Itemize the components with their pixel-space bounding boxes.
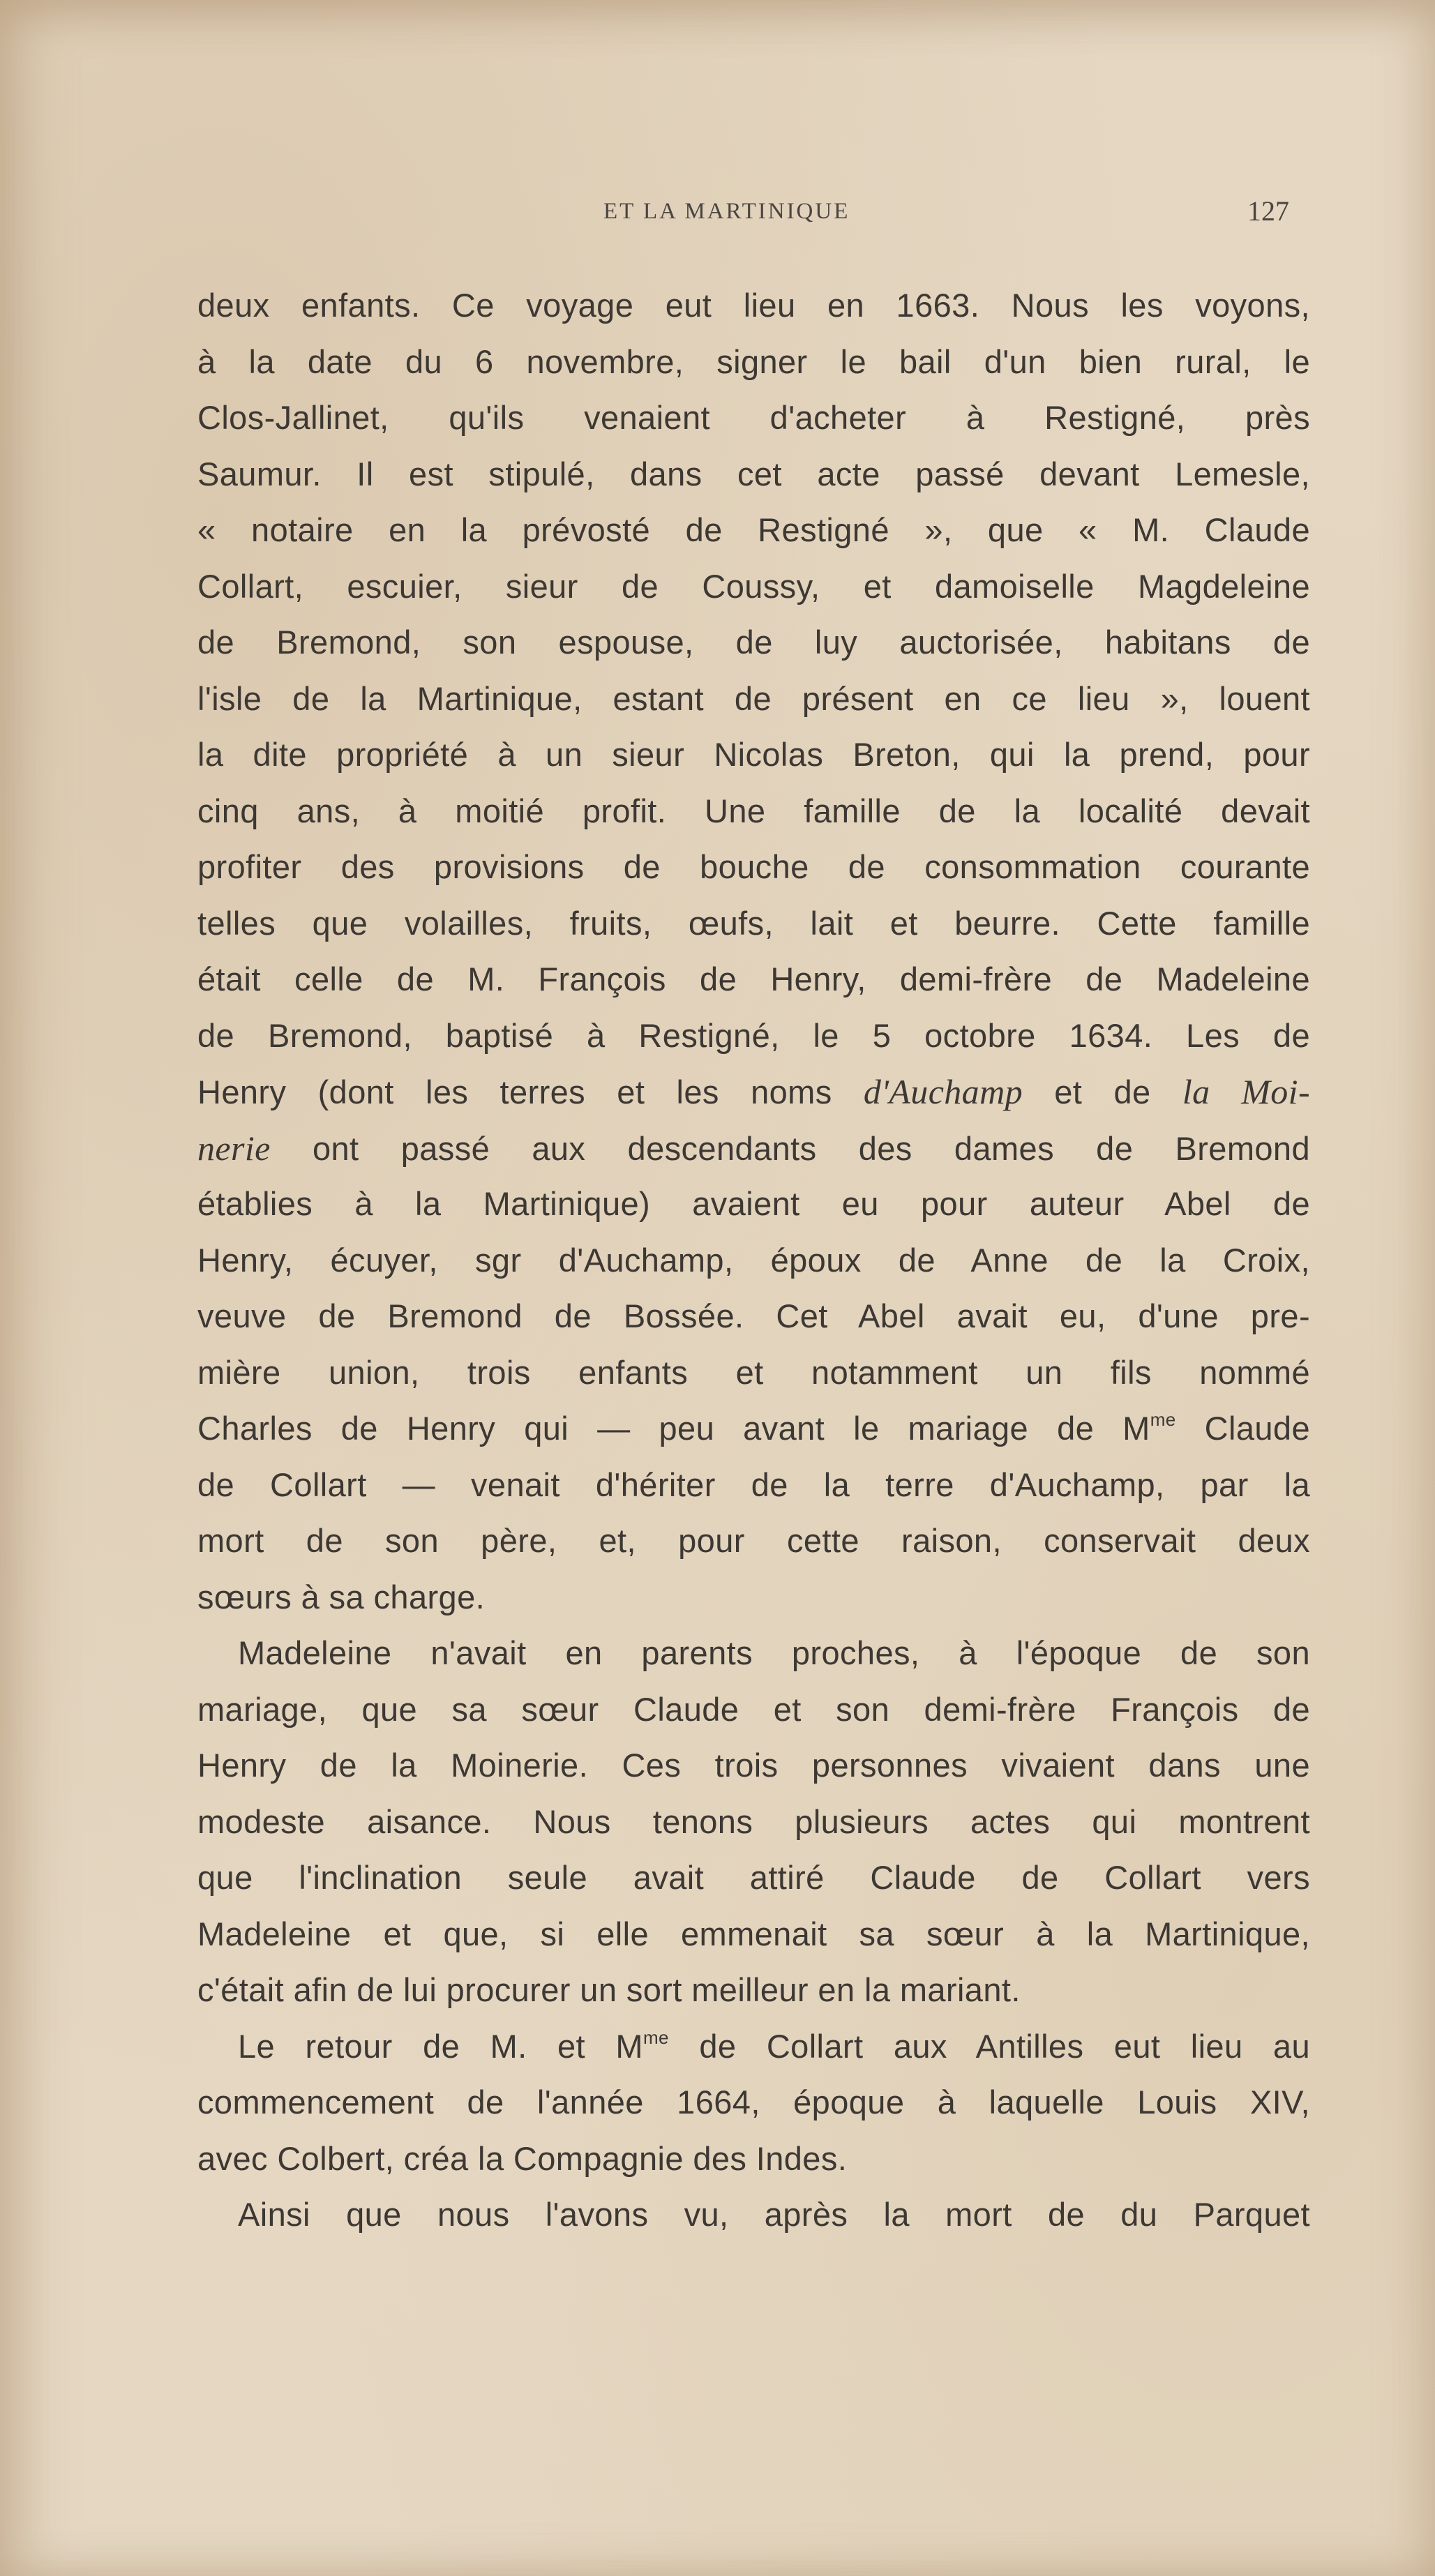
italic-place-name: d'Auchamp [863,1072,1023,1111]
text-line: Henry, écuyer, sgr d'Auchamp, époux de Anne de la Croix, [197,1241,1310,1279]
text-segment: Le retour de M. et M [238,2027,643,2065]
text-line: de Bremond, son espouse, de luy auctorisée, habitans de [197,624,1310,661]
text-segment: de Collart aux Antilles eut lieu au [668,2027,1310,2065]
superscript: me [1150,1409,1176,1430]
text-line: deux enfants. Ce voyage eut lieu en 1663. Nous les voyons, [197,287,1310,324]
text-line: Ainsi que nous l'avons vu, après la mort de du Parquet [238,2196,1310,2233]
page-number: 127 [1247,195,1289,227]
text-line: cinq ans, à moitié profit. Une famille de la localité devait [197,792,1310,829]
text-line: l'isle de la Martinique, estant de présent en ce lieu », louent [197,679,1310,717]
text-line: Saumur. Il est stipulé, dans cet acte passé devant Lemesle, [197,455,1310,492]
text-segment: ont passé aux descendants des dames de Bremond [270,1129,1310,1167]
text-line: Henry de la Moinerie. Ces trois personnes vivaient dans une [197,1747,1310,1784]
text-line: commencement de l'année 1664, époque à laquelle Louis XIV, [197,2084,1310,2121]
text-line: profiter des provisions de bouche de consommation courante [197,848,1310,885]
text-line: de Collart — venait d'hériter de la terre d'Auchamp, par la [197,1466,1310,1503]
text-line: mière union, trois enfants et notamment un fils nommé [197,1353,1310,1391]
text-line: mort de son père, et, pour cette raison, conservait deux [197,1522,1310,1559]
text-line: avec Colbert, créa la Compagnie des Indes. [197,2139,848,2177]
text-body [197,278,1310,2243]
text-line: sœurs à sa charge. [197,1578,486,1615]
text-line: modeste aisance. Nous tenons plusieurs actes qui montrent [197,1802,1310,1840]
text-line: Madeleine et que, si elle emmenait sa sœur à la Martinique, [197,1915,1310,1952]
text-line [197,2019,1310,2075]
text-line: de Bremond, baptisé à Restigné, le 5 octobre 1634. Les de [197,1016,1310,1054]
text-line: la dite propriété à un sieur Nicolas Breton, qui la prend, pour [197,736,1310,773]
text-line: « notaire en la prévosté de Restigné », que « M. Claude [197,511,1310,548]
superscript: me [643,2026,669,2048]
text-line: veuve de Bremond de Bossée. Cet Abel avait eu, d'une pre- [197,1297,1310,1334]
text-line: à la date du 6 novembre, signer le bail d'un bien rural, le [197,342,1310,380]
text-line: Collart, escuier, sieur de Coussy, et damoiselle Magdeleine [197,567,1310,605]
text-line: c'était afin de lui procurer un sort meilleur en la mariant. [197,1971,1021,2008]
text-line [197,1064,1310,1120]
text-segment: Claude [1175,1410,1310,1447]
text-line: était celle de M. François de Henry, demi-frère de Madeleine [197,961,1310,997]
text-line: Clos-Jallinet, qu'ils venaient d'acheter à Restigné, près [197,399,1310,436]
text-segment: et de [1023,1074,1182,1110]
text-line: mariage, que sa sœur Claude et son demi-frère François de [197,1690,1310,1728]
running-head: ET LA MARTINIQUE [603,199,850,224]
text-line: que l'inclination seule avait attiré Claude de Collart vers [197,1859,1310,1896]
text-line [197,1120,1310,1177]
text-segment: Henry (dont les terres et les noms [197,1074,864,1110]
italic-place-name: la Moi- [1182,1072,1311,1111]
text-line: telles que volailles, fruits, œufs, lait et beurre. Cette famille [197,904,1310,942]
text-segment: Charles de Henry qui — peu avant le mariage de M [197,1410,1150,1447]
italic-place-name: nerie [197,1128,271,1168]
page-header [0,195,1435,234]
text-line: établies à la Martinique) avaient eu pour auteur Abel de [197,1185,1310,1222]
text-line [197,1401,1310,1457]
text-line: Madeleine n'avait en parents proches, à l'époque de son [238,1634,1310,1671]
